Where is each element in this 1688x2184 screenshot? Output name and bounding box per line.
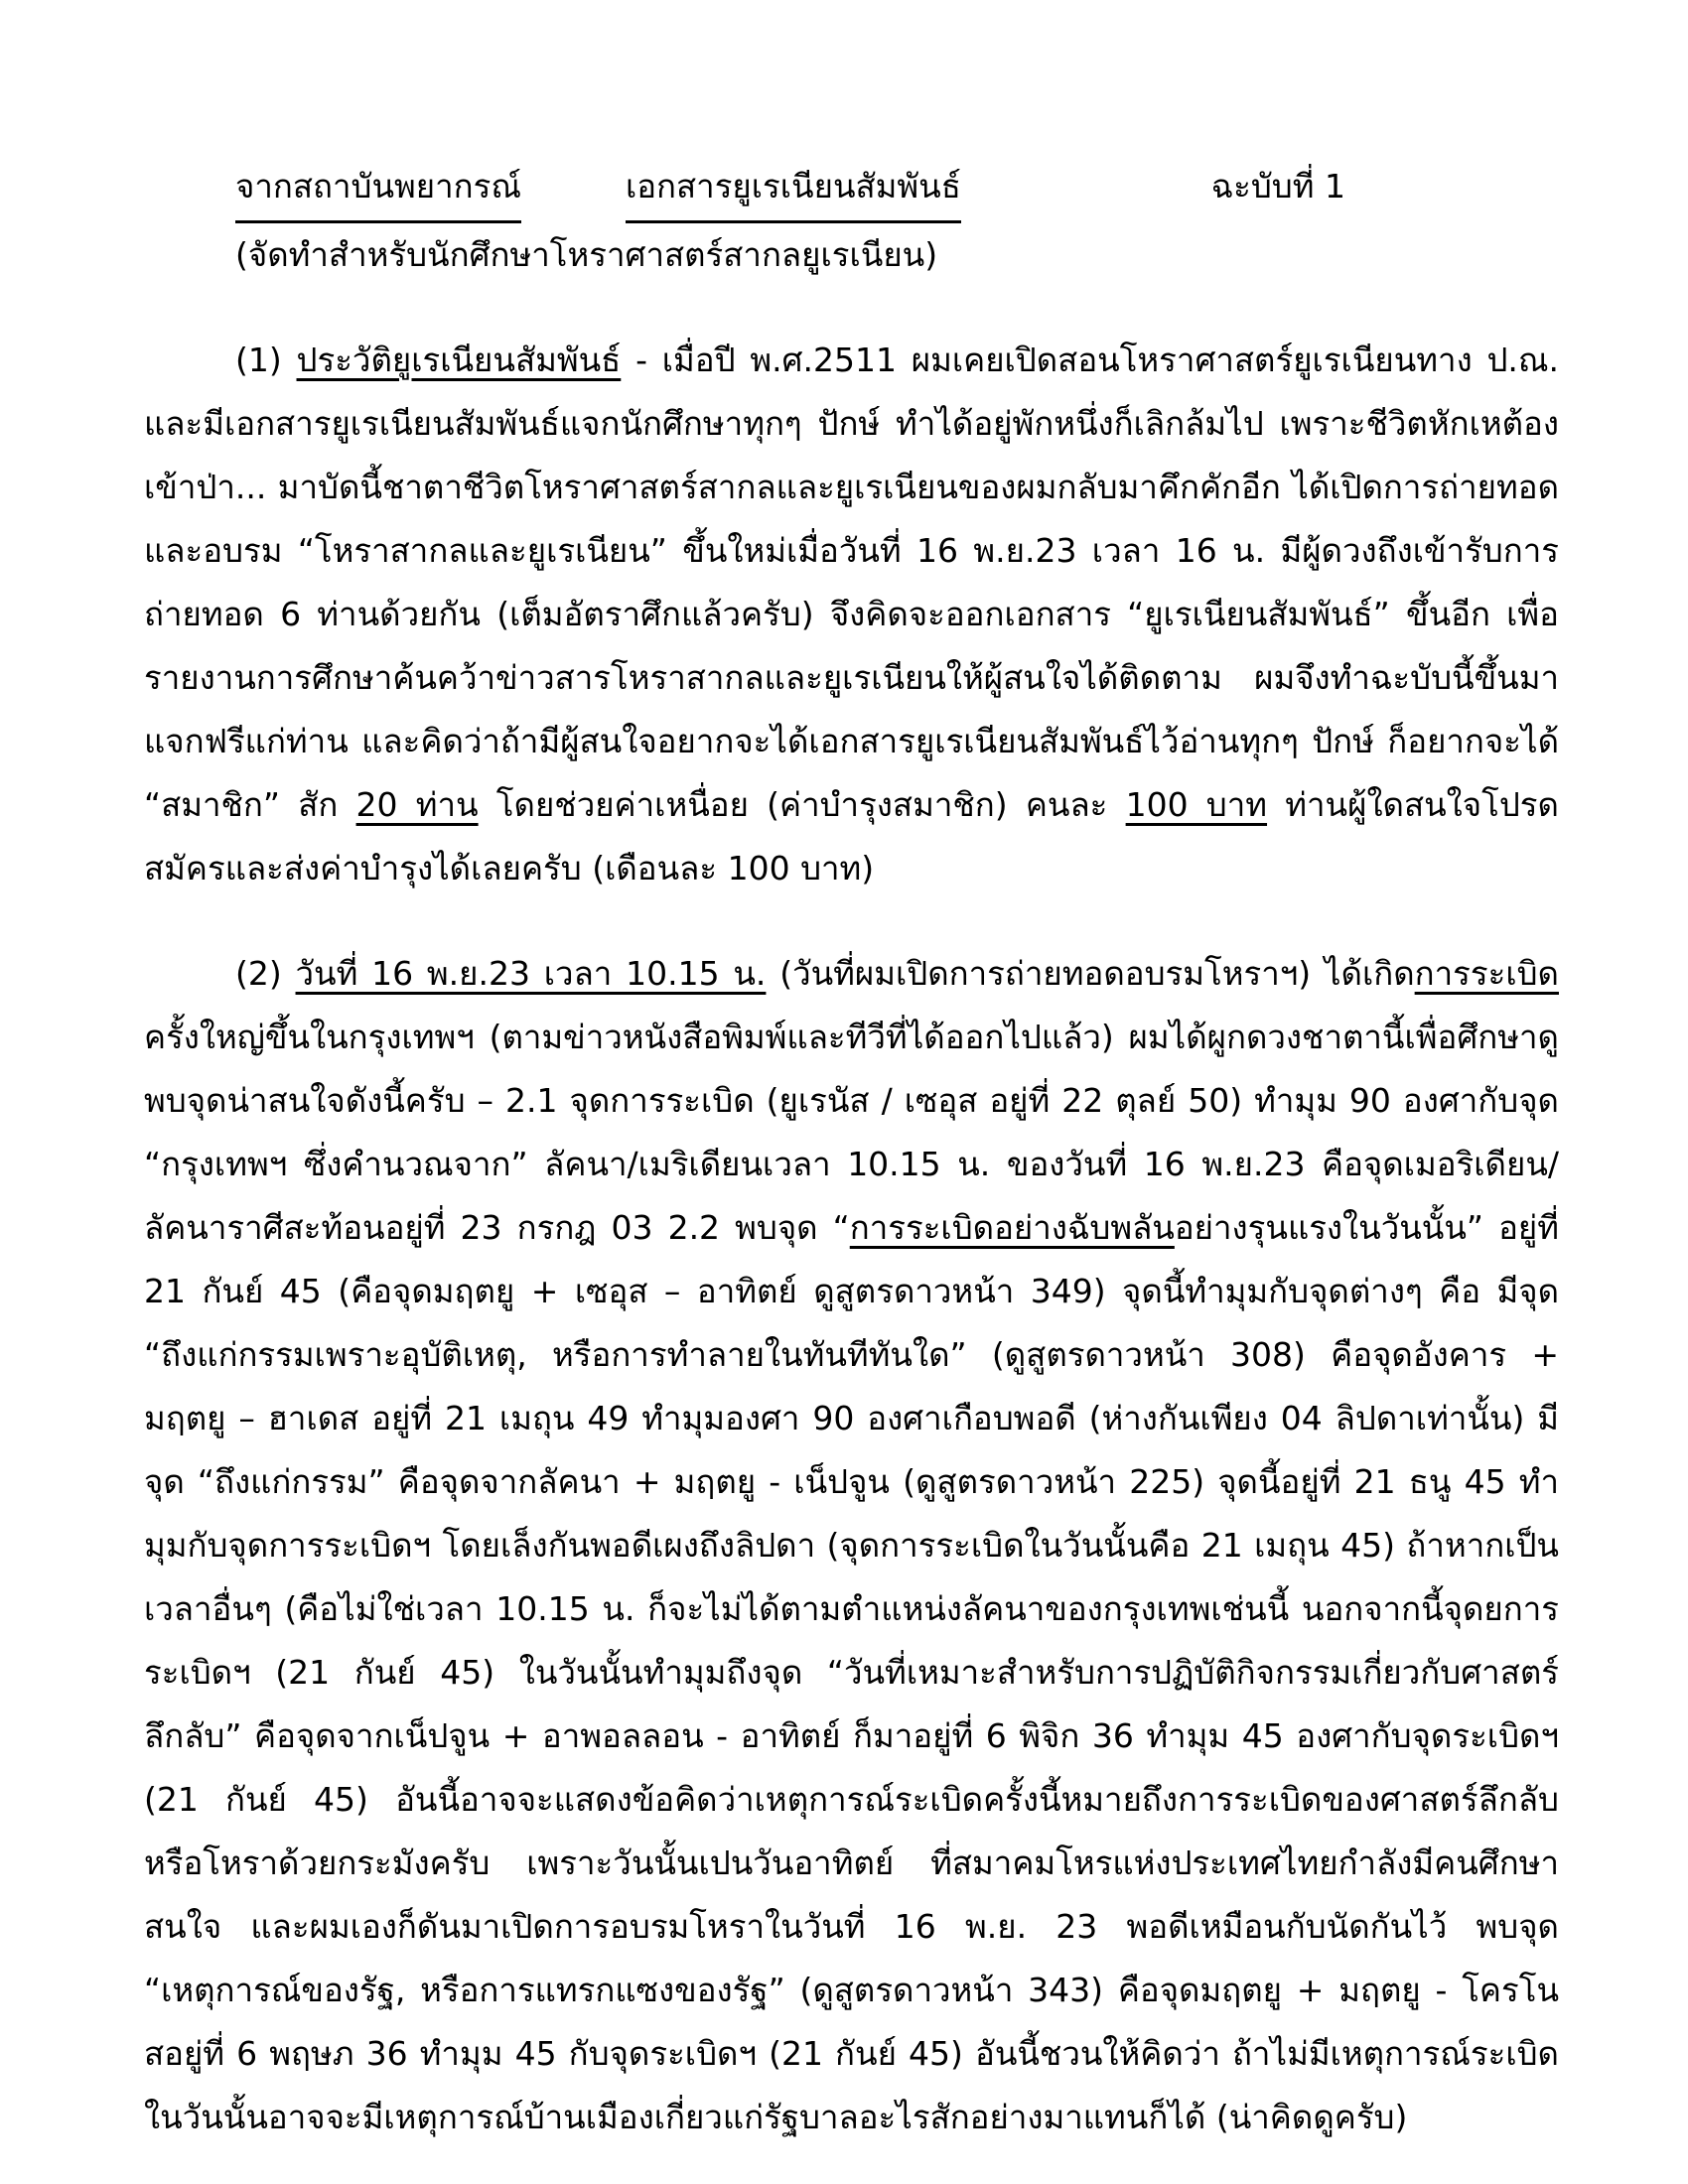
document-subtitle: (จัดทำสำหรับนักศึกษาโหราศาสตร์สากลยูเรเนียน) (235, 235, 938, 274)
document-header (144, 155, 1559, 223)
paragraph-2 (144, 942, 1559, 2149)
paragraph-1 (144, 329, 1559, 900)
underlined-text-run: 20 ท่าน (355, 785, 479, 824)
issue-number: ฉะบับที่ 1 (1210, 167, 1345, 205)
document-title: เอกสารยูเรเนียนสัมพันธ์ (626, 155, 961, 223)
underlined-text-run: ประวัติยูเรเนียนสัมพันธ์ (296, 341, 622, 379)
text-run: - เมื่อปี พ.ศ.2511 ผมเคยเปิดสอนโหราศาสตร์ยูเรเนียนทาง ป.ณ. และมีเอกสารยูเรเนียนสัมพันธ์แจกนักศึกษาทุกๆ ปักษ์ ทำได้อยู่พักหนึ่งก็เลิกล้มไป เพราะชีวิตหักเหต้องเข้าป่า... มาบัดนี้ชาตาชีวิตโหราศาสตร์สากลและยูเรเนียนของผมกลับมาคึกคักอีก ได้เปิดการถ่ายทอดและอบรม “โหราสากลและยูเรเนียน” ขึ้นใหม่เมื่อวันที่ 16 พ.ย.23 เวลา 16 น. มีผู้ดวงถึงเข้ารับการถ่ายทอด 6 ท่านด้วยกัน (เต็มอัตราศึกแล้วครับ) จึงคิดจะออกเอกสาร “ยูเรเนียนสัมพันธ์” ขึ้นอีก เพื่อรายงานการศึกษาค้นคว้าข่าวสารโหราสากลและยูเรเนียนให้ผู้สนใจได้ติดตาม ผมจึงทำฉะบับนี้ขึ้นมาแจกฟรีแก่ท่าน และคิดว่าถ้ามีผู้สนใจอยากจะได้เอกสารยูเรเนียนสัมพันธ์ไว้อ่านทุกๆ ปักษ์ ก็อยากจะได้ “สมาชิก” สัก (144, 341, 1559, 824)
text-run: (1) (235, 341, 297, 379)
text-run: ท่านผู้ใดสนใจโปรดสมัครและส่งค่าบำรุงได้เลยครับ (เดือนละ 100 บาท) (144, 785, 1559, 887)
text-run: (วันที่ผมเปิดการถ่ายทอดอบรมโหราฯ) ได้เกิด (766, 954, 1415, 993)
text-run: โดยช่วยค่าเหนื่อย (ค่าบำรุงสมาชิก) คนละ (478, 785, 1126, 824)
underlined-text-run: การระเบิดอย่างฉับพลัน (849, 1208, 1175, 1247)
underlined-text-run: วันที่ 16 พ.ย.23 เวลา 10.15 น. (295, 954, 767, 993)
document-page (144, 155, 1559, 2149)
text-run: ครั้งใหญ่ขึ้นในกรุงเทพฯ (ตามข่าวหนังสือพิมพ์และทีวีที่ได้ออกไปแล้ว) ผมได้ผูกดวงชาตานี้เพื่อศึกษาดู พบจุดน่าสนใจดังนี้ครับ – 2.1 จุดการระเบิด (ยูเรนัส / เซอุส อยู่ที่ 22 ตุลย์ 50) ทำมุม 90 องศากับจุด “กรุงเทพฯ ซึ่งคำนวณจาก” ลัคนา/เมริเดียนเวลา 10.15 น. ของวันที่ 16 พ.ย.23 คือจุดเมอริเดียน/ลัคนาราศีสะท้อนอยู่ที่ 23 กรกฎ 03 2.2 พบจุด “ (144, 1018, 1559, 1247)
text-run: อย่างรุนแรงในวันนั้น” อยู่ที่ 21 กันย์ 45 (คือจุดมฤตยู + เซอุส – อาทิตย์ ดูสูตรดาวหน้า 349) จุดนี้ทำมุมกับจุดต่างๆ คือ มีจุด “ถึงแก่กรรมเพราะอุบัติเหตุ, หรือการทำลายในทันทีทันใด” (ดูสูตรดาวหน้า 308) คือจุดอังคาร + มฤตยู – ฮาเดส อยู่ที่ 21 เมถุน 49 ทำมุมองศา 90 องศาเกือบพอดี (ห่างกันเพียง 04 ลิปดาเท่านั้น) มีจุด “ถึงแก่กรรม” คือจุดจากลัคนา + มฤตยู - เน็ปจูน (ดูสูตรดาวหน้า 225) จุดนี้อยู่ที่ 21 ธนู 45 ทำมุมกับจุดการระเบิดฯ โดยเล็งกันพอดีเผงถึงลิปดา (จุดการระเบิดในวันนั้นคือ 21 เมถุน 45) ถ้าหากเป็นเวลาอื่นๆ (คือไม่ใช่เวลา 10.15 น. ก็จะไม่ได้ตามตำแหน่งลัคนาของกรุงเทพเช่นนี้ นอกจากนี้จุดยการระเบิดฯ (21 กันย์ 45) ในวันนั้นทำมุมถึงจุด “วันที่เหมาะสำหรับการปฏิบัติกิจกรรมเกี่ยวกับศาสตร์ลึกลับ” คือจุดจากเน็ปจูน + อาพอลลอน - อาทิตย์ ก็มาอยู่ที่ 6 พิจิก 36 ทำมุม 45 องศากับจุดระเบิดฯ (21 กันย์ 45) อันนี้อาจจะแสดงข้อคิดว่าเหตุการณ์ระเบิดครั้งนี้หมายถึงการระเบิดของศาสตร์ลึกลับหรือโหราด้วยกระมังครับ เพราะวันนั้นเปนวันอาทิตย์ ที่สมาคมโหรแห่งประเทศไทยกำลังมีคนศึกษาสนใจ และผมเองก็ดันมาเปิดการอบรมโหราในวันที่ 16 พ.ย. 23 พอดีเหมือนกับนัดกันไว้ พบจุด “เหตุการณ์ของรัฐ, หรือการแทรกแซงของรัฐ” (ดูสูตรดาวหน้า 343) คือจุดมฤตยู + มฤตยู - โครโนสอยู่ที่ 6 พฤษภ 36 ทำมุม 45 กับจุดระเบิดฯ (21 กันย์ 45) อันนี้ชวนให้คิดว่า ถ้าไม่มีเหตุการณ์ระเบิดในวันนั้นอาจจะมีเหตุการณ์บ้านเมืองเกี่ยวแก่รัฐบาลอะไรสักอย่างมาแทนก็ได้ (น่าคิดดูครับ) (144, 1208, 1559, 2136)
underlined-text-run: การระเบิด (1414, 954, 1559, 993)
text-run: (2) (235, 954, 296, 993)
underlined-text-run: 100 บาท (1125, 785, 1268, 824)
header-source-label: จากสถาบันพยากรณ์ (235, 155, 521, 223)
